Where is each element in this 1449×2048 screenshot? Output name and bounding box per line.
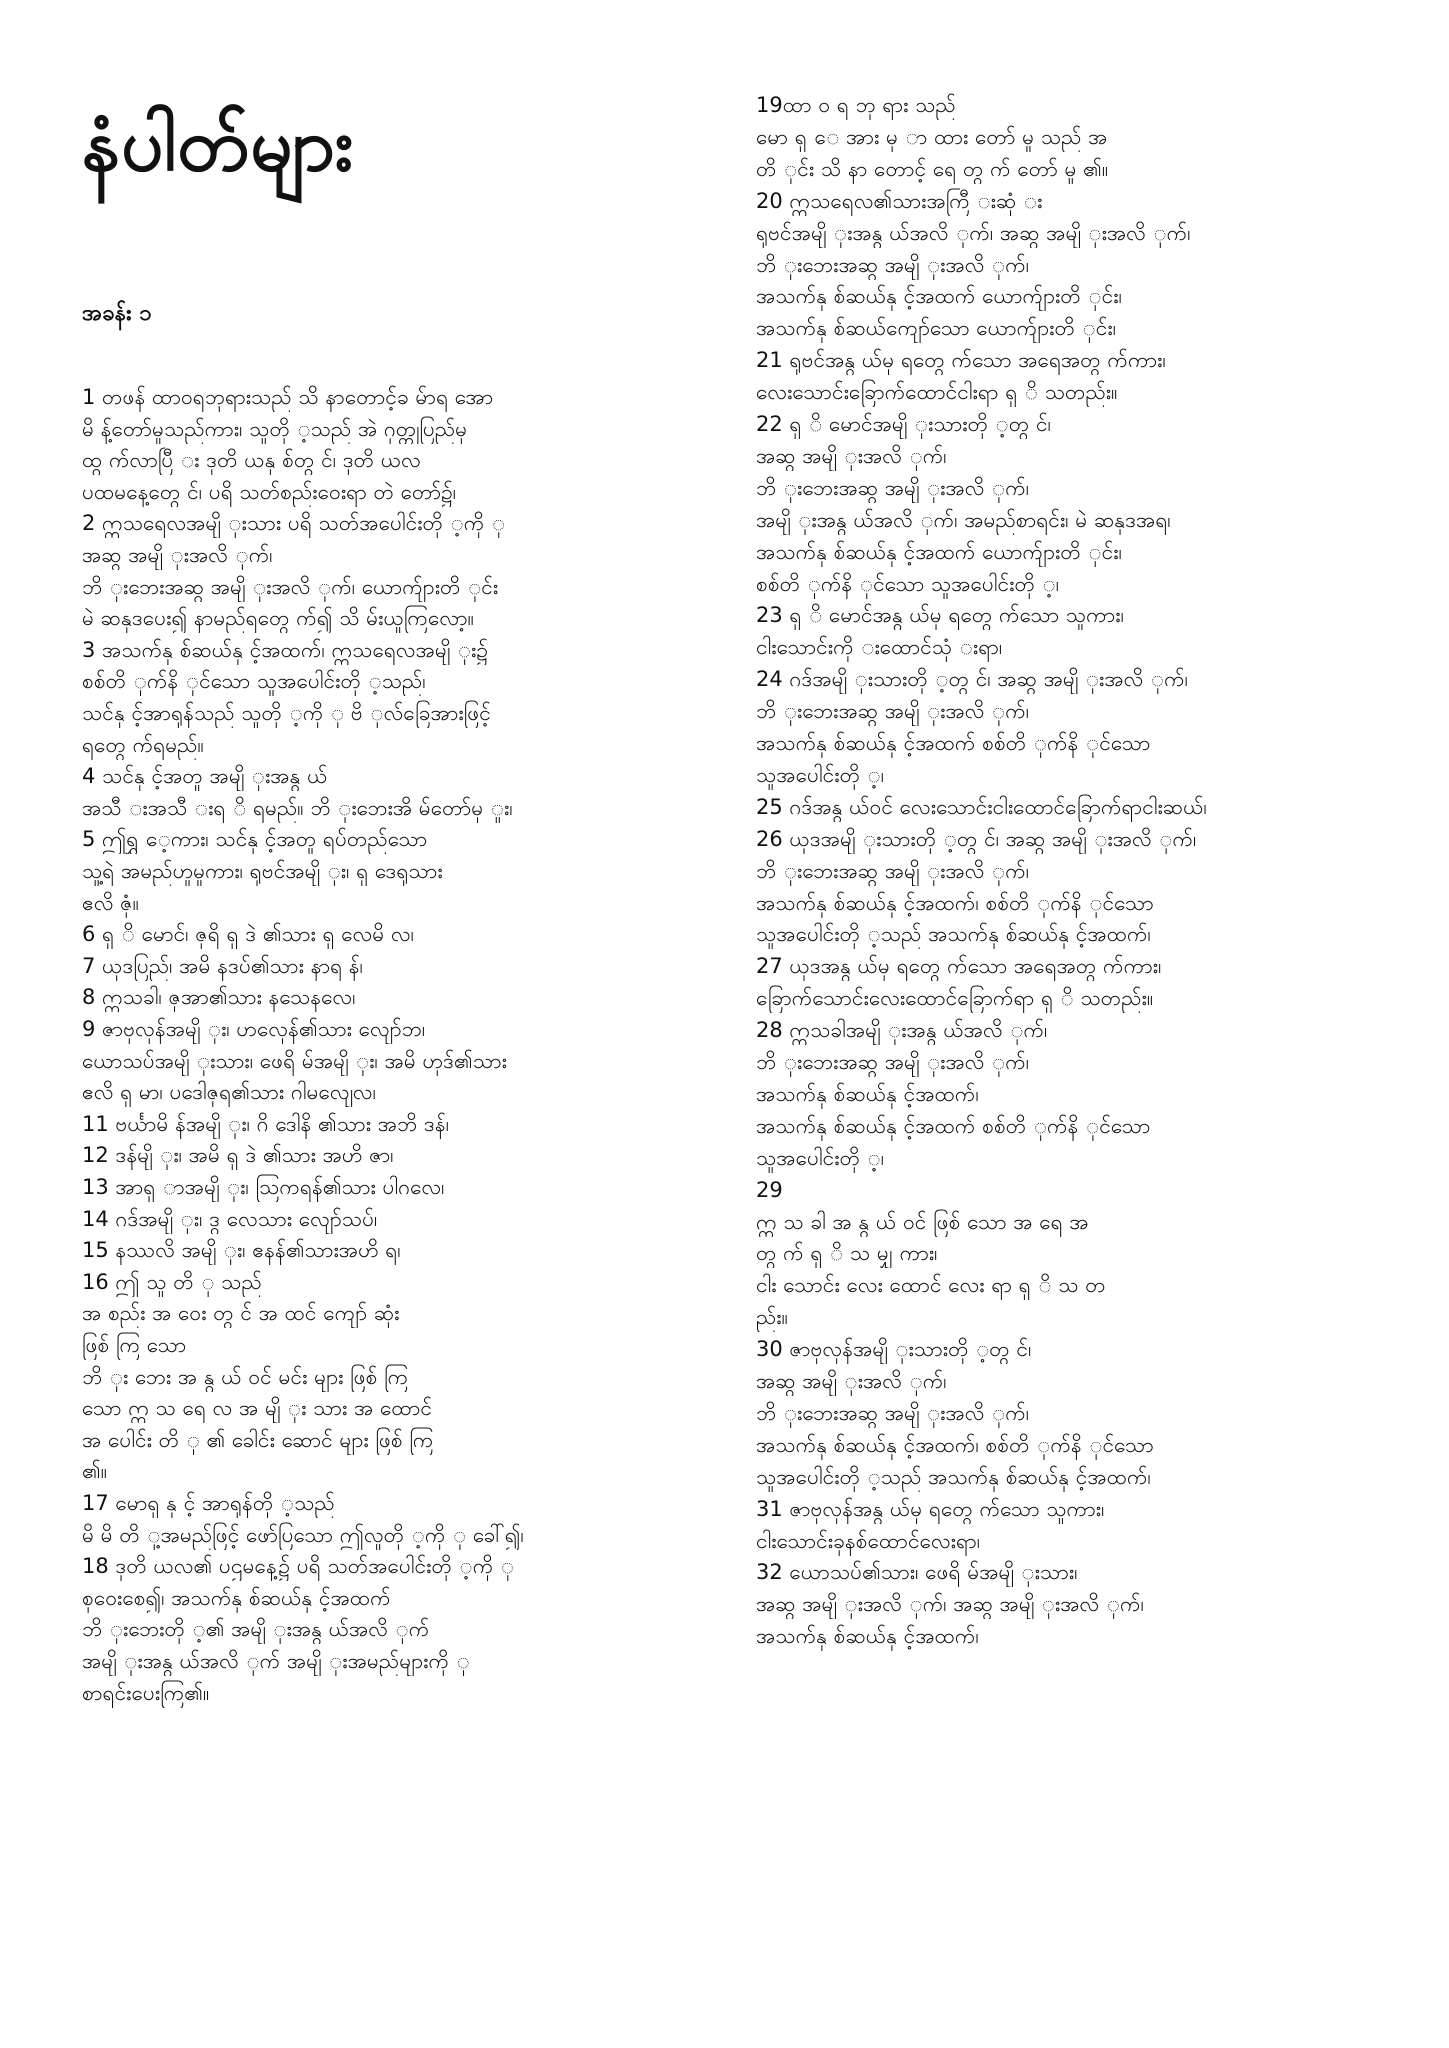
text-line: 24 ဂဒ်အမျိ ုးသားတို ့တွ င်၊ အဆွ အမျိ ုးအလိ ုက်၊ <box>756 667 1188 692</box>
text-line: ဘိ ုးဘေးအဆွ အမျိ ုးအလိ ုက်၊ ယောက်ျားတိ ုင်း <box>82 574 499 599</box>
text-line: 5 ဤရွှ ေ့ကား၊ သင်နှ င့်အတူ ရပ်တည်သော <box>82 827 428 852</box>
text-line: စစ်တိ ုက်နိ ုင်သော သူအပေါင်းတို ့၊ <box>756 571 1060 596</box>
text-line: အသက်နှ စ်ဆယ်နှ င့်အထက်၊ <box>756 1081 979 1106</box>
text-line: သူအပေါင်းတို ့သည် အသက်နှ စ်ဆယ်နှ င့်အထက်၊ <box>756 922 1151 947</box>
text-line: အသက်နှ စ်ဆယ်နှ င့်အထက်၊ <box>756 1624 979 1649</box>
text-line: 32 ယောသပ်၏သား၊ ဖေရိ မ်အမျိ ုးသား၊ <box>756 1560 1078 1585</box>
text-line: 20 ဣသရေလ၏သားအကြီ းဆုံ း <box>756 188 1043 213</box>
text-line: 16 ဤ သူ တိ ု သည် <box>82 1269 262 1294</box>
text-line: သူအပေါင်းတို ့သည် အသက်နှ စ်ဆယ်နှ င့်အထက်၊ <box>756 1464 1151 1489</box>
text-line: 4 သင်နှ င့်အတူ အမျိ ုးအနွ ယ် <box>82 764 328 789</box>
text-line: ထွ က်လာပြီ း ဒုတိ ယနှ စ်တွ င်၊ ဒုတိ ယလ <box>82 448 421 473</box>
text-line: စုဝေးစေ၍၊ အသက်နှ စ်ဆယ်နှ င့်အထက် <box>82 1585 391 1610</box>
text-line: 12 ဒန်မျိ ုး၊ အမိ ရှ ဒဲ ၏သား အဟိ ဇာ၊ <box>82 1143 394 1168</box>
text-line: 17 မောရှ နှ င့် အာရုန်တို ့သည် <box>82 1491 335 1515</box>
text-line: အမျိ ုးအနွ ယ်အလိ ုက် အမျိ ုးအမည်များကို ု <box>82 1649 470 1673</box>
text-line: 3 အသက်နှ စ်ဆယ်နှ င့်အထက်၊ ဣသရေလအမျိ ုး၌ <box>82 637 488 662</box>
text-line: အသက်နှ စ်ဆယ်နှ င့်အထက် ယောက်ျားတိ ုင်း၊ <box>756 539 1122 564</box>
text-line: ည်း။ <box>756 1305 788 1330</box>
text-line: အသက်နှ စ်ဆယ်နှ င့်အထက်၊ စစ်တိ ုက်နိ ုင်သော <box>756 890 1154 915</box>
text-line: ဧလိ ရှ မာ၊ ပဒေါဇုရ၏သား ဂါမလျေလ၊ <box>82 1080 376 1105</box>
text-line: စာရင်းပေးကြ၏။ <box>82 1680 210 1705</box>
text-line: သူအပေါင်းတို ့၊ <box>756 762 885 787</box>
text-line: ဘိ ုး ဘေး အ နွ ယ် ဝင် မင်း များ ဖြစ် ကြ <box>82 1364 409 1389</box>
text-line: 22 ရှ ိ မောင်အမျိ ုးသားတို ့တွ င်၊ <box>756 412 1051 436</box>
text-line: မိ န့်တော်မူသည်ကား၊ သူတို ့သည် အဲ ဂုတ္တုပြည်မှ <box>82 416 468 441</box>
text-line: တွ က် ရှ ိ သ မျှ ကား၊ <box>756 1241 938 1266</box>
text-line: 18 ဒုတိ ယလ၏ ပဌမနေ့၌ ပရိ သတ်အပေါင်းတို ့ကို ု <box>82 1554 515 1579</box>
text-line: 8 ဣသခါ၊ ဇုအာ၏သား နသေနလေ၊ <box>82 985 356 1010</box>
text-line: ရတွေ က်ရမည်။ <box>82 732 204 757</box>
text-line: ဧလိ ဇုံ။ <box>82 890 140 915</box>
text-line: ဖြစ် ကြ သော <box>82 1333 187 1357</box>
text-line: ငါးသောင်းကို းထောင်သုံ းရာ၊ <box>756 635 1003 660</box>
text-line: 28 ဣသခါအမျိ ုးအနွ ယ်အလိ ုက်၊ <box>756 1018 1048 1043</box>
text-line: အ ပေါင်း တိ ု ၏ ခေါင်း ဆောင် များ ဖြစ် ကြ <box>82 1427 434 1452</box>
text-line: မော ရှ ေ အား မှ ာ ထား တော် မူ သည် အ <box>756 124 1108 149</box>
text-line: ငါး သောင်း လေး ထောင် လေး ရာ ရှ ိ သ တ <box>756 1273 1106 1298</box>
text-line: အသက်နှ စ်ဆယ်နှ င့်အထက် စစ်တိ ုက်နိ ုင်သော <box>756 1113 1151 1138</box>
text-line: အဆွ အမျိ ုးအလိ ုက်၊ <box>756 1369 947 1393</box>
text-line: ယောသပ်အမျိ ုးသား၊ ဖေရိ မ်အမျိ ုး၊ အမိ ဟုဒ်၏သား <box>82 1048 507 1073</box>
text-line: အသက်နှ စ်ဆယ်ကျော်သော ယောက်ျားတိ ုင်း၊ <box>756 316 1117 341</box>
text-line: 27 ယုဒအနွ ယ်မှ ရတွေ က်သော အရေအတွ က်ကား၊ <box>756 954 1162 979</box>
text-line: 6 ရှ ိ မောင်၊ ဇုရိ ရှ ဒဲ ၏သား ရှ လေမိ လ၊ <box>82 922 414 947</box>
text-line: ပထမနေ့တွေ င်၊ ပရိ သတ်စည်းဝေးရာ တဲ တော်၌၊ <box>82 479 457 504</box>
text-line: ရုဗင်အမျိ ုးအနွ ယ်အလိ ုက်၊ အဆွ အမျိ ုးအလိ ုက်၊ <box>756 220 1191 245</box>
text-line: 23 ရှ ိ မောင်အနွ ယ်မှ ရတွေ က်သော သူကား၊ <box>756 603 1124 628</box>
text-line: ဘိ ုးဘေးအဆွ အမျိ ုးအလိ ုက်၊ <box>756 1050 1030 1074</box>
text-line: သော ဣ သ ရေ လ အ မျိ ုး သား အ ထောင် <box>82 1396 432 1421</box>
text-line: 15 နဿလိ အမျိ ုး၊ ဧနန်၏သားအဟိ ရ၊ <box>82 1238 401 1263</box>
text-line: 21 ရုဗင်အနွ ယ်မှ ရတွေ က်သော အရေအတွ က်ကား၊ <box>756 348 1166 373</box>
text-line: စစ်တိ ုက်နိ ုင်သော သူအပေါင်းတို ့သည်၊ <box>82 669 426 694</box>
text-line: တိ ုင်း သိ နာ တောင့် ရေ တွ က် တော် မူ ၏။ <box>756 156 1109 181</box>
text-line: အမျိ ုးအနွ ယ်အလိ ုက်၊ အမည်စာရင်း၊ မဲ ဆနုဒအရ၊ <box>756 507 1171 532</box>
page-title: နံပါတ်များ <box>82 102 355 188</box>
text-line: 29 <box>756 1177 783 1202</box>
text-line: 11 ဗင်္ယာမိ န်အမျိ ုး၊ ဂိ ဒေါနိ ၏သား အဘိ ဒန်၊ <box>82 1111 450 1136</box>
text-line: အသက်နှ စ်ဆယ်နှ င့်အထက် စစ်တိ ုက်နိ ုင်သော <box>756 731 1151 755</box>
text-line: အဆွ အမျိ ုးအလိ ုက်၊ <box>756 443 947 468</box>
text-line: လေးသောင်းခြောက်ထောင်ငါးရာ ရှ ိ သတည်း။ <box>756 380 1118 405</box>
text-line: ဘိ ုးဘေးအဆွ အမျိ ုးအလိ ုက်၊ <box>756 475 1030 500</box>
text-line: ဘိ ုးဘေးအဆွ အမျိ ုးအလိ ုက်၊ <box>756 858 1030 883</box>
text-line: သင်နှ င့်အာရုန်သည် သူတို ့ကို ု ဗိ ုလ်ခြေအားဖြင့် <box>82 701 491 725</box>
text-line: 7 ယုဒပြည်၊ အမိ နဒပ်၏သား နာရ န်၊ <box>82 953 363 978</box>
text-line: 31 ဇာဗုလုန်အနွ ယ်မှ ရတွေ က်သော သူကား၊ <box>756 1496 1105 1521</box>
text-line: ခြောက်သောင်းလေးထောင်ခြောက်ရာ ရှ ိ သတည်း။ <box>756 986 1154 1011</box>
text-line: ငါးသောင်းခုနစ်ထောင်လေးရာ၊ <box>756 1528 981 1553</box>
text-line: 25 ဂဒ်အနွ ယ်ဝင် လေးသောင်းငါးထောင်ခြောက်ရာငါးဆယ်၊ <box>756 794 1207 819</box>
text-line: 26 ယုဒအမျိ ုးသားတို ့တွ င်၊ အဆွ အမျိ ုးအလိ ုက်၊ <box>756 826 1197 851</box>
text-line: 2 ဣသရေလအမျိ ုးသား ပရိ သတ်အပေါင်းတို ့ကို ု <box>82 511 506 536</box>
text-line: အဆွ အမျိ ုးအလိ ုက်၊ <box>82 543 273 567</box>
text-line: အသက်နှ စ်ဆယ်နှ င့်အထက် ယောက်ျားတိ ုင်း၊ <box>756 284 1122 309</box>
text-line: 1 တဖန် ထာဝရဘုရားသည် သိ နာတောင့်ခ မ်ာရ အော <box>82 385 494 409</box>
text-line: မိ မိ တိ ု့အမည်ဖြင့် ဖော်ပြသော ဤလူတို ့ကို ု ခေါ်၍၊ <box>82 1522 524 1547</box>
text-line: မဲ ဆနုဒပေး၍ နာမည်ရတွေ က်၍ သိ မ်းယူကြလော့။ <box>82 606 475 631</box>
text-line: အ စည်း အ ဝေး တွ င် အ ထင် ကျော် ဆုံး <box>82 1301 400 1326</box>
text-line: အသီ းအသီ းရ ိ ရမည်။ ဘိ ုးဘေးအိ မ်တော်မှ ူး၊ <box>82 795 513 820</box>
text-line: ဘိ ုးဘေးတို ့၏ အမျိ ုးအနွ ယ်အလိ ုက် <box>82 1617 430 1642</box>
text-line: ဣ သ ခါ အ နွ ယ် ဝင် ဖြစ် သော အ ရေ အ <box>756 1209 1089 1234</box>
text-line: အသက်နှ စ်ဆယ်နှ င့်အထက်၊ စစ်တိ ုက်နိ ုင်သော <box>756 1432 1154 1457</box>
text-line: ဘိ ုးဘေးအဆွ အမျိ ုးအလိ ုက်၊ <box>756 1400 1030 1425</box>
text-line: 19ထာ ဝ ရ ဘု ရား သည် <box>756 93 956 117</box>
text-line: 13 အာရှ ာအမျိ ုး၊ ဩကရန်၏သား ပါဂလေ၊ <box>82 1175 445 1199</box>
text-line: သူ့ရဲ အမည်ဟူမူကား၊ ရုဗင်အမျိ ုး၊ ရှ ဒေရုသား <box>82 859 443 883</box>
text-line: 30 ဇာဗုလုန်အမျိ ုးသားတို ့တွ င်၊ <box>756 1337 1032 1362</box>
text-line: ၏။ <box>82 1459 108 1484</box>
chapter-heading: အခန်း ၁ <box>82 301 152 326</box>
text-line: ဘိ ုးဘေးအဆွ အမျိ ုးအလိ ုက်၊ <box>756 252 1030 277</box>
text-line: ဘိ ုးဘေးအဆွ အမျိ ုးအလိ ုက်၊ <box>756 699 1030 724</box>
text-line: သူအပေါင်းတို ့၊ <box>756 1145 885 1170</box>
text-line: 9 ဇာဗုလုန်အမျိ ုး၊ ဟလေုန်၏သား လျော်ဘ၊ <box>82 1017 426 1041</box>
text-line: အဆွ အမျိ ုးအလိ ုက်၊ အဆွ အမျိ ုးအလိ ုက်၊ <box>756 1592 1144 1617</box>
text-line: 14 ဂဒ်အမျိ ုး၊ ဒွ လေသား လျော်သပ်၊ <box>82 1206 378 1231</box>
